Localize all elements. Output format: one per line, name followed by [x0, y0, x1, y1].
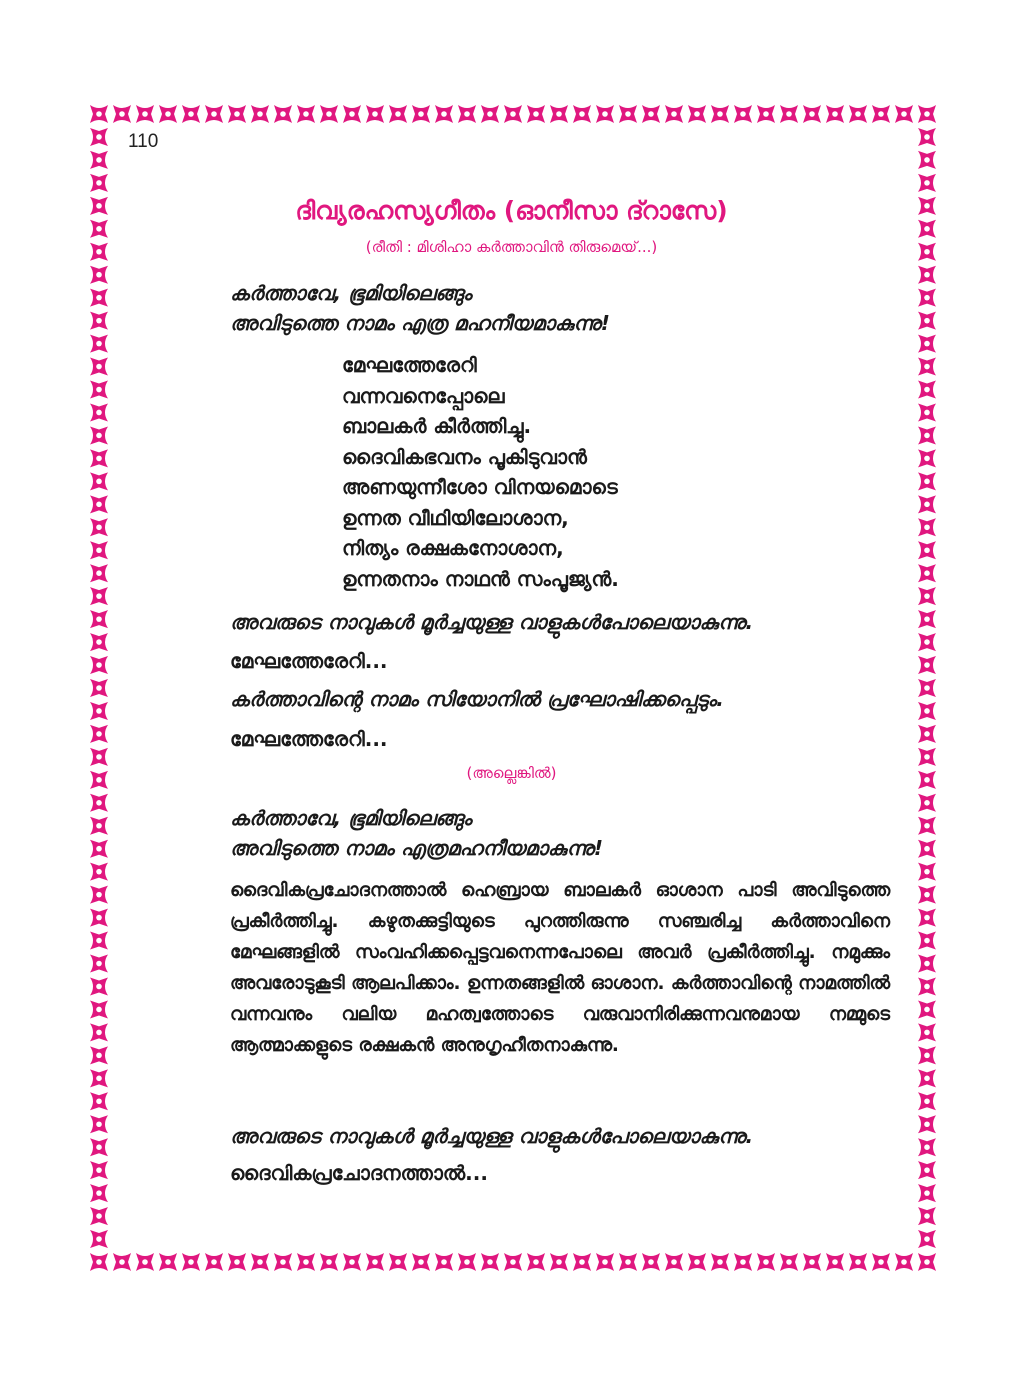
border-ornament	[412, 105, 430, 123]
border-ornament	[826, 105, 844, 123]
verse-line: മേഘത്തേരേറി	[342, 353, 477, 377]
border-ornament	[918, 495, 936, 513]
border-ornament	[895, 105, 913, 123]
border-ornament	[90, 266, 108, 284]
border-ornament	[918, 633, 936, 651]
verse-line: ബാലകർ കീർത്തിച്ചു.	[342, 414, 532, 438]
border-ornament	[90, 128, 108, 146]
border-ornament	[918, 794, 936, 812]
response-2-line: അവിടുത്തെ നാമം എത്രമഹനീയമാകുന്നു!	[230, 836, 603, 860]
border-ornament	[665, 105, 683, 123]
border-ornament	[90, 679, 108, 697]
border-ornament	[297, 105, 315, 123]
border-ornament	[90, 886, 108, 904]
border-ornament	[113, 1253, 131, 1271]
border-ornament	[918, 472, 936, 490]
border-ornament	[90, 840, 108, 858]
refrain-2: മേഘത്തേരേറി...	[230, 727, 388, 751]
border-ornament	[435, 1253, 453, 1271]
border-ornament	[665, 1253, 683, 1271]
border-ornament	[458, 105, 476, 123]
border-ornament	[918, 932, 936, 950]
border-ornament	[918, 128, 936, 146]
response-1-line: അവിടുത്തെ നാമം എത്ര മഹനീയമാകുന്നു!	[230, 311, 610, 335]
border-ornament	[780, 1253, 798, 1271]
border-ornament	[918, 151, 936, 169]
border-ornament	[918, 1230, 936, 1248]
border-ornament	[918, 679, 936, 697]
border-ornament	[918, 266, 936, 284]
response-2-line: കർത്താവേ, ഭൂമിയിലെങ്ങും	[230, 806, 472, 830]
border-ornament	[481, 105, 499, 123]
border-ornament	[90, 1115, 108, 1133]
border-ornament	[918, 1000, 936, 1018]
border-ornament	[619, 1253, 637, 1271]
verse-line: ദൈവികഭവനം പൂകിടുവാൻ	[342, 444, 587, 469]
border-ornament	[527, 1253, 545, 1271]
border-ornament	[251, 1253, 269, 1271]
border-ornament	[918, 1046, 936, 1064]
border-ornament	[182, 1253, 200, 1271]
border-ornament	[550, 105, 568, 123]
border-ornament	[918, 1138, 936, 1156]
psalm-line-2: കർത്താവിന്റെ നാമം സിയോനിൽ പ്രഘോഷിക്കപ്പെടും.	[230, 687, 724, 711]
border-ornament	[90, 909, 108, 927]
border-ornament	[573, 1253, 591, 1271]
border-ornament	[90, 633, 108, 651]
border-ornament	[573, 105, 591, 123]
alternative-label: (അല്ലെങ്കിൽ)	[466, 764, 557, 782]
border-ornament	[90, 817, 108, 835]
border-ornament	[895, 1253, 913, 1271]
border-ornament	[159, 105, 177, 123]
border-ornament	[918, 1023, 936, 1041]
border-ornament	[90, 472, 108, 490]
border-ornament	[918, 426, 936, 444]
border-ornament	[872, 1253, 890, 1271]
border-ornament	[918, 1069, 936, 1087]
border-ornament	[711, 1253, 729, 1271]
border-ornament	[343, 105, 361, 123]
tune-note: (രീതി : മിശിഹാ കർത്താവിൻ തിരുമെയ്...)	[365, 238, 658, 256]
border-ornament	[136, 105, 154, 123]
border-ornament	[504, 1253, 522, 1271]
border-ornament	[90, 610, 108, 628]
border-ornament	[90, 312, 108, 330]
border-ornament	[90, 381, 108, 399]
border-ornament	[918, 1207, 936, 1225]
border-ornament	[918, 702, 936, 720]
border-ornament	[320, 1253, 338, 1271]
border-ornament	[918, 1161, 936, 1179]
border-ornament	[918, 381, 936, 399]
border-ornament	[90, 1046, 108, 1064]
border-ornament	[642, 105, 660, 123]
border-ornament	[918, 564, 936, 582]
border-ornament	[90, 403, 108, 421]
border-ornament	[90, 1138, 108, 1156]
border-ornament	[90, 977, 108, 995]
border-ornament	[918, 1092, 936, 1110]
verse-line: ഉന്നത വീഥിയിലോശാന,	[342, 505, 569, 530]
page-number: 110	[128, 131, 159, 152]
border-ornament	[458, 1253, 476, 1271]
border-ornament	[90, 151, 108, 169]
border-ornament	[849, 1253, 867, 1271]
border-ornament	[596, 1253, 614, 1271]
border-ornament	[90, 863, 108, 881]
border-ornament	[90, 702, 108, 720]
border-ornament	[734, 105, 752, 123]
border-ornament	[918, 1184, 936, 1202]
border-ornament	[918, 656, 936, 674]
border-ornament	[90, 1069, 108, 1087]
border-ornament	[918, 886, 936, 904]
border-ornament	[918, 909, 936, 927]
border-ornament	[826, 1253, 844, 1271]
border-ornament	[90, 335, 108, 353]
border-ornament	[803, 105, 821, 123]
border-ornament	[90, 955, 108, 973]
border-ornament	[90, 1023, 108, 1041]
border-ornament	[90, 932, 108, 950]
border-ornament	[90, 105, 108, 123]
border-ornament	[481, 1253, 499, 1271]
border-ornament	[435, 105, 453, 123]
border-ornament	[274, 1253, 292, 1271]
hymn-title: ദിവ്യരഹസ്യഗീതം (ഓനീസാ ദ്റാസേ)	[295, 196, 728, 225]
border-ornament	[90, 1184, 108, 1202]
border-ornament	[90, 426, 108, 444]
border-ornament	[918, 335, 936, 353]
border-ornament	[90, 1161, 108, 1179]
border-ornament	[90, 1230, 108, 1248]
border-ornament	[343, 1253, 361, 1271]
border-ornament	[90, 587, 108, 605]
border-ornament	[90, 725, 108, 743]
border-ornament	[90, 289, 108, 307]
prayer-paragraph: ദൈവികപ്രചോദനത്താൽ ഹെബ്രായ ബാലകർ ഓശാന പാടി അവിടുത്തെ പ്രകീർത്തിച്ചു. കഴുതക്കുട്ടിയുടെ പുറത്തിരുന്നു സഞ്ചരിച്ച കർത്താവിനെ മേഘങ്ങളിൽ സംവഹിക്കപ്പെട്ടവനെന്നപോലെ അവർ പ്രകീർത്തിച്ചു. നമുക്കും അവരോടുകൂടി ആലപിക്കാം. ഉന്നതങ്ങളിൽ ഓശാന. കർത്താവിന്റെ നാമത്തിൽ വന്നവനും വലിയ മഹത്വത്തോടെ വരുവാനിരിക്കുന്നവനുമായ നമ്മുടെ ആത്മാക്കളുടെ രക്ഷകൻ അനുഗൃഹീതനാകുന്നു.	[230, 880, 890, 1056]
verse-line: ഉന്നതനാം നാഥൻ സംപൂജ്യൻ.	[342, 566, 619, 591]
border-ornament	[412, 1253, 430, 1271]
border-ornament	[918, 610, 936, 628]
border-ornament	[918, 955, 936, 973]
border-ornament	[389, 105, 407, 123]
verse-line: വന്നവനെപ്പോലെ	[342, 383, 505, 408]
border-ornament	[619, 105, 637, 123]
border-ornament	[366, 105, 384, 123]
border-ornament	[803, 1253, 821, 1271]
border-ornament	[550, 1253, 568, 1271]
border-ornament	[90, 1207, 108, 1225]
border-ornament	[918, 587, 936, 605]
hymn-verse	[342, 350, 619, 594]
response-1	[230, 278, 920, 338]
border-ornament	[90, 518, 108, 536]
border-ornament	[918, 840, 936, 858]
border-ornament	[251, 105, 269, 123]
border-ornament	[90, 358, 108, 376]
border-ornament	[872, 105, 890, 123]
border-ornament	[780, 105, 798, 123]
response-1-line: കർത്താവേ, ഭൂമിയിലെങ്ങും	[230, 281, 472, 305]
border-ornament	[228, 1253, 246, 1271]
border-ornament	[297, 1253, 315, 1271]
psalm-line-3: അവരുടെ നാവുകൾ മൂർച്ചയുള്ള വാളുകൾപോലെയാകുന്നു.	[230, 1124, 754, 1148]
border-ornament	[90, 564, 108, 582]
border-ornament	[90, 1000, 108, 1018]
border-ornament	[918, 518, 936, 536]
border-ornament	[918, 289, 936, 307]
verse-line: നിത്യം രക്ഷകനോശാന,	[342, 536, 564, 560]
border-ornament	[527, 105, 545, 123]
border-ornament	[90, 794, 108, 812]
border-ornament	[734, 1253, 752, 1271]
response-2	[230, 803, 920, 863]
border-ornament	[642, 1253, 660, 1271]
border-ornament	[182, 105, 200, 123]
border-ornament	[918, 863, 936, 881]
border-ornament	[366, 1253, 384, 1271]
psalm-line-1: അവരുടെ നാവുകൾ മൂർച്ചയുള്ള വാളുകൾപോലെയാകുന്നു.	[230, 610, 754, 634]
border-ornament	[90, 1092, 108, 1110]
border-ornament	[113, 105, 131, 123]
border-ornament	[918, 403, 936, 421]
border-ornament	[918, 977, 936, 995]
border-ornament	[90, 495, 108, 513]
border-ornament	[849, 105, 867, 123]
border-ornament	[90, 1253, 108, 1271]
border-ornament	[205, 1253, 223, 1271]
border-ornament	[688, 105, 706, 123]
border-ornament	[918, 817, 936, 835]
refrain-3: ദൈവികപ്രചോദനത്താൽ...	[230, 1161, 488, 1185]
border-ornament	[136, 1253, 154, 1271]
border-ornament	[918, 174, 936, 192]
border-ornament	[228, 105, 246, 123]
border-ornament	[90, 174, 108, 192]
border-ornament	[918, 541, 936, 559]
border-ornament	[918, 358, 936, 376]
border-ornament	[159, 1253, 177, 1271]
border-ornament	[274, 105, 292, 123]
border-ornament	[918, 312, 936, 330]
border-ornament	[918, 1253, 936, 1271]
border-ornament	[504, 105, 522, 123]
border-ornament	[918, 725, 936, 743]
border-ornament	[90, 449, 108, 467]
border-ornament	[757, 1253, 775, 1271]
border-ornament	[757, 105, 775, 123]
border-ornament	[90, 541, 108, 559]
border-ornament	[90, 656, 108, 674]
border-ornament	[688, 1253, 706, 1271]
border-ornament	[918, 1115, 936, 1133]
border-ornament	[918, 105, 936, 123]
border-ornament	[205, 105, 223, 123]
border-ornament	[389, 1253, 407, 1271]
border-ornament	[320, 105, 338, 123]
border-ornament	[711, 105, 729, 123]
refrain-1: മേഘത്തേരേറി...	[230, 649, 388, 673]
verse-line: അണയുന്നീശോ വിനയമൊടെ	[342, 475, 618, 499]
border-ornament	[918, 449, 936, 467]
border-ornament	[596, 105, 614, 123]
